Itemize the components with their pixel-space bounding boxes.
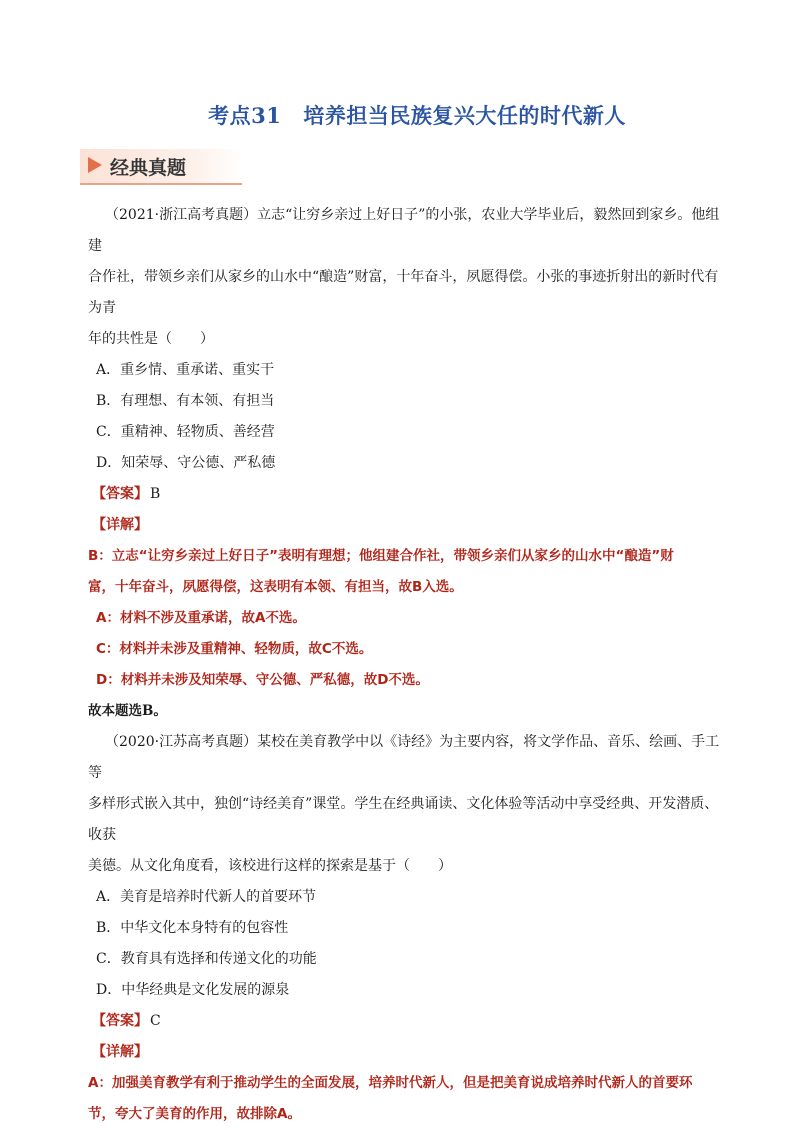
question-stem-line: 合作社，带领乡亲们从家乡的山水中“酿造”财富，十年奋斗，夙愿得偿。小张的事迹折射出的新时代有为青: [88, 269, 719, 316]
option-d: D．中华经典是文化发展的源泉: [96, 982, 290, 998]
question-stem-line: （2021·浙江高考真题）立志“让穷乡亲过上好日子”的小张，农业大学毕业后，毅然回到家乡。他组建: [88, 207, 720, 254]
option-c: C．教育具有选择和传递文化的功能: [96, 951, 317, 967]
answer-value: B: [150, 486, 161, 502]
detail-label: 【详解】: [92, 517, 148, 533]
detail-label: 【详解】: [92, 1044, 148, 1060]
question-stem-line: 年的共性是（ ）: [88, 331, 214, 347]
arrow-icon: [88, 157, 102, 173]
explanation-line: B：立志“让穷乡亲过上好日子”表明有理想；他组建合作社，带领乡亲们从家乡的山水中“酿造”财: [88, 548, 674, 564]
explanation-line: 富，十年奋斗，夙愿得偿，这表明有本领、有担当，故B入选。: [88, 579, 463, 595]
answer-line: [88, 1006, 728, 1037]
section-label: 经典真题: [110, 157, 187, 179]
question-stem-line: 美德。从文化角度看，该校进行这样的探索是基于（ ）: [88, 858, 452, 874]
explanation-line: C：材料并未涉及重精神、轻物质，故C不选。: [96, 641, 373, 657]
question-stem-line: 多样形式嵌入其中，独创“诗经美育”课堂。学生在经典诵读、文化体验等活动中享受经典、开发潜质、收获: [88, 796, 719, 843]
question-content: [88, 200, 728, 1130]
conclusion: 故本题选B。: [88, 703, 167, 719]
option-b: B．有理想、有本领、有担当: [96, 393, 275, 409]
topic-title: 培养担当民族复兴大任的时代新人: [303, 103, 626, 128]
option-c: C．重精神、轻物质、善经营: [96, 424, 275, 440]
answer-line: [88, 479, 728, 510]
option-a: A．重乡情、重承诺、重实干: [96, 362, 275, 378]
explanation-line: A：材料不涉及重承诺，故A不选。: [96, 610, 306, 626]
explanation-line: D：材料并未涉及知荣辱、守公德、严私德，故D不选。: [96, 672, 429, 688]
explanation-line: 节，夸大了美育的作用，故排除A。: [88, 1106, 301, 1122]
explanation-line: A：加强美育教学有利于推动学生的全面发展，培养时代新人，但是把美育说成培养时代新人的首要环: [88, 1075, 693, 1091]
option-b: B．中华文化本身特有的包容性: [96, 920, 289, 936]
answer-label: 【答案】: [92, 1013, 148, 1029]
question-stem-line: （2020·江苏高考真题）某校在美育教学中以《诗经》为主要内容，将文学作品、音乐、绘画、手工等: [88, 734, 720, 781]
option-d: D．知荣辱、守公德、严私德: [96, 455, 276, 471]
section-banner: [80, 149, 242, 185]
page-title: [0, 100, 794, 130]
option-a: A．美育是培养时代新人的首要环节: [96, 889, 317, 905]
answer-value: C: [150, 1013, 161, 1029]
answer-label: 【答案】: [92, 486, 148, 502]
topic-number: 考点31: [208, 103, 282, 128]
